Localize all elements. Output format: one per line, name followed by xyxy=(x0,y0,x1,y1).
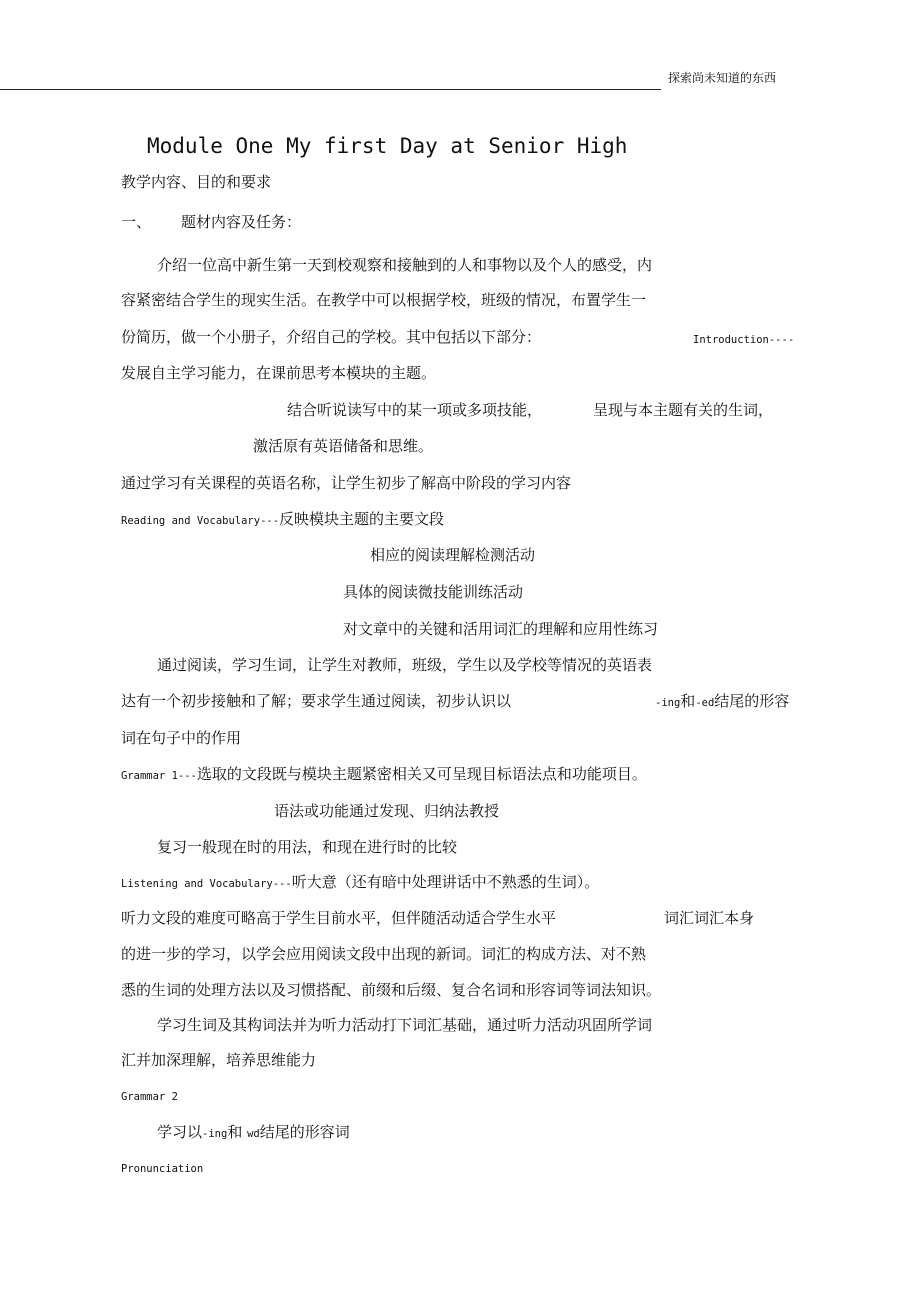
paragraph-line: 份简历，做一个小册子，介绍自己的学校。其中包括以下部分： xyxy=(121,328,542,346)
paragraph-line: 汇并加深理解，培养思维能力 xyxy=(121,1051,317,1069)
section-heading: 教学内容、目的和要求 xyxy=(121,173,272,191)
inline-code: -ed xyxy=(695,697,715,709)
inline-text: 学习以 xyxy=(157,1123,203,1141)
document-title: Module One My first Day at Senior High xyxy=(147,134,628,158)
inline-code: -ing xyxy=(202,1128,228,1140)
paragraph-line: 复习一般现在时的用法，和现在进行时的比较 xyxy=(157,838,458,856)
paragraph-line: 听力文段的难度可略高于学生目前水平，但伴随活动适合学生水平 xyxy=(121,909,557,927)
inline-code: wd xyxy=(247,1128,260,1140)
paragraph-line xyxy=(655,692,789,712)
paragraph-line: 的进一步的学习，以学会应用阅读文段中出现的新词。词汇的构成方法、对不熟 xyxy=(121,945,647,963)
section-label: Listening and Vocabulary--- xyxy=(121,878,292,890)
paragraph-line: 结合听说读写中的某一项或多项技能， xyxy=(287,401,543,419)
paragraph-line xyxy=(121,765,647,785)
section-desc: 反映模块主题的主要文段 xyxy=(279,510,445,528)
section-label: Grammar 1--- xyxy=(121,770,197,782)
paragraph-line: 激活原有英语储备和思维。 xyxy=(253,437,434,455)
subsection-number: 一、 xyxy=(121,213,152,231)
inline-text: 和 xyxy=(680,692,696,710)
header-rule xyxy=(0,89,661,90)
paragraph-line: 词在句子中的作用 xyxy=(121,729,242,747)
paragraph-line: 悉的生词的处理方法以及习惯搭配、前缀和后缀、复合名词和形容词等词法知识。 xyxy=(121,981,662,999)
paragraph-line: 对文章中的关键和活用词汇的理解和应用性练习 xyxy=(343,620,659,638)
paragraph-line: 容紧密结合学生的现实生活。在教学中可以根据学校，班级的情况，布置学生一 xyxy=(121,291,647,309)
paragraph-line: 呈现与本主题有关的生词， xyxy=(593,401,774,419)
inline-text: 结尾的形容词 xyxy=(259,1123,350,1141)
paragraph-line: 介绍一位高中新生第一天到校观察和接触到的人和事物以及个人的感受，内 xyxy=(157,256,653,274)
header-text: 探索尚未知道的东西 xyxy=(668,71,777,85)
paragraph-line-label: Introduction---- xyxy=(693,334,795,346)
section-desc: 听大意（还有暗中处理讲话中不熟悉的生词）。 xyxy=(291,873,600,891)
paragraph-line: 相应的阅读理解检测活动 xyxy=(370,546,536,564)
paragraph-line: 具体的阅读微技能训练活动 xyxy=(343,583,524,601)
inline-code: -ing xyxy=(655,697,681,709)
paragraph-line: 语法或功能通过发现、归纳法教授 xyxy=(274,802,500,820)
paragraph-line: 通过阅读，学习生词，让学生对教师，班级，学生以及学校等情况的英语表 xyxy=(157,656,653,674)
inline-text: 和 xyxy=(227,1123,243,1141)
subsection-title: 题材内容及任务： xyxy=(181,213,302,231)
paragraph-line xyxy=(157,1123,350,1143)
subsection-heading xyxy=(121,213,301,231)
paragraph-line: 发展自主学习能力，在课前思考本模块的主题。 xyxy=(121,364,437,382)
section-label: Grammar 2 xyxy=(121,1091,178,1103)
section-label: Pronunciation xyxy=(121,1163,204,1175)
paragraph-line xyxy=(121,873,599,893)
section-label: Reading and Vocabulary--- xyxy=(121,515,280,527)
paragraph-line xyxy=(121,510,444,530)
inline-text: 结尾的形容 xyxy=(714,692,790,710)
paragraph-line: 通过学习有关课程的英语名称，让学生初步了解高中阶段的学习内容 xyxy=(121,474,572,492)
section-desc: 选取的文段既与模块主题紧密相关又可呈现目标语法点和功能项目。 xyxy=(196,765,647,783)
paragraph-line: 学习生词及其构词法并为听力活动打下词汇基础，通过听力活动巩固所学词 xyxy=(157,1016,653,1034)
paragraph-line: 达有一个初步接触和了解；要求学生通过阅读，初步认识以 xyxy=(121,692,512,710)
paragraph-line: 词汇词汇本身 xyxy=(664,909,755,927)
